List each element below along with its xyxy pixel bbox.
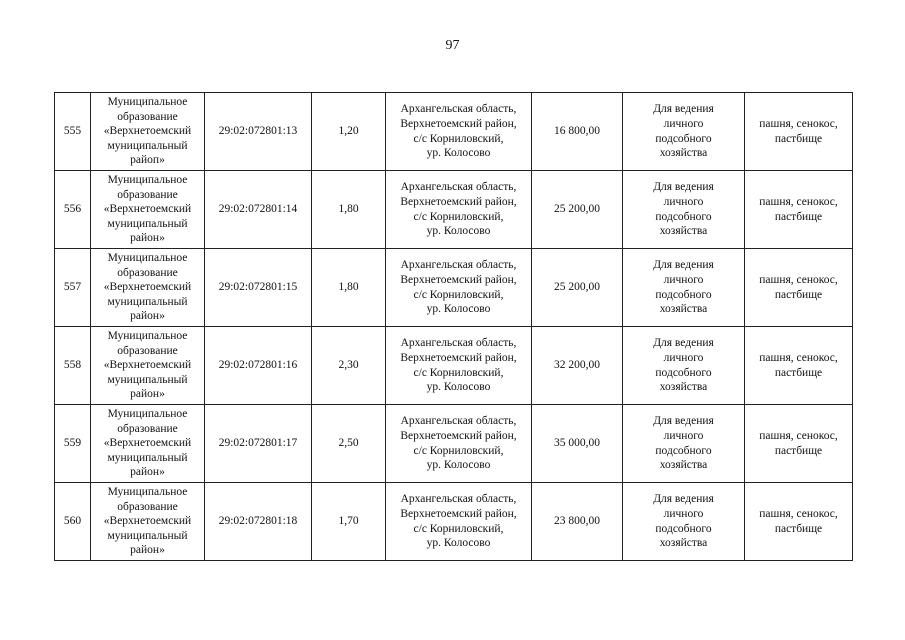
purpose-cell: Для ведения личного подсобного хозяйства xyxy=(623,171,745,249)
address-cell: Архангельская область, Верхнетоемский район, с/с Корниловский, ур. Колосово xyxy=(386,93,532,171)
purpose-cell: Для ведения личного подсобного хозяйства xyxy=(623,93,745,171)
land-type-cell: пашня, сенокос, пастбище xyxy=(745,249,853,327)
address-cell: Архангельская область, Верхнетоемский район, с/с Корниловский, ур. Колосово xyxy=(386,249,532,327)
area-cell: 1,20 xyxy=(312,93,386,171)
price-cell: 16 800,00 xyxy=(532,93,623,171)
price-cell: 25 200,00 xyxy=(532,249,623,327)
area-cell: 1,70 xyxy=(312,483,386,561)
owner-cell: Муниципальное образование «Верхнетоемский муниципальный район» xyxy=(91,405,205,483)
table-row xyxy=(55,249,853,327)
owner-cell: Муниципальное образование «Верхнетоемский муниципальный район» xyxy=(91,249,205,327)
address-cell: Архангельская область, Верхнетоемский район, с/с Корниловский, ур. Колосово xyxy=(386,327,532,405)
land-type-cell: пашня, сенокос, пастбище xyxy=(745,405,853,483)
cadastral-number-cell: 29:02:072801:17 xyxy=(205,405,312,483)
land-type-cell: пашня, сенокос, пастбище xyxy=(745,171,853,249)
address-cell: Архангельская область, Верхнетоемский район, с/с Корниловский, ур. Колосово xyxy=(386,171,532,249)
table-row xyxy=(55,405,853,483)
row-number-cell: 559 xyxy=(55,405,91,483)
table-row xyxy=(55,171,853,249)
price-cell: 35 000,00 xyxy=(532,405,623,483)
owner-cell: Муниципальное образование «Верхнетоемский муниципальный райоп» xyxy=(91,93,205,171)
price-cell: 32 200,00 xyxy=(532,327,623,405)
purpose-cell: Для ведения личного подсобного хозяйства xyxy=(623,483,745,561)
table-row xyxy=(55,93,853,171)
table-row xyxy=(55,483,853,561)
cadastral-number-cell: 29:02:072801:15 xyxy=(205,249,312,327)
table-row xyxy=(55,327,853,405)
land-type-cell: пашня, сенокос, пастбище xyxy=(745,327,853,405)
owner-cell: Муниципальное образование «Верхнетоемский муниципальный район» xyxy=(91,171,205,249)
purpose-cell: Для ведения личного подсобного хозяйства xyxy=(623,327,745,405)
price-cell: 25 200,00 xyxy=(532,171,623,249)
address-cell: Архангельская область, Верхнетоемский район, с/с Корниловский, ур. Колосово xyxy=(386,483,532,561)
row-number-cell: 560 xyxy=(55,483,91,561)
area-cell: 2,50 xyxy=(312,405,386,483)
owner-cell: Муниципальное образование «Верхнетоемский муниципальный район» xyxy=(91,327,205,405)
purpose-cell: Для ведения личного подсобного хозяйства xyxy=(623,249,745,327)
row-number-cell: 557 xyxy=(55,249,91,327)
cadastral-number-cell: 29:02:072801:13 xyxy=(205,93,312,171)
land-type-cell: пашня, сенокос, пастбище xyxy=(745,93,853,171)
cadastral-number-cell: 29:02:072801:18 xyxy=(205,483,312,561)
address-cell: Архангельская область, Верхнетоемский район, с/с Корниловский, ур. Колосово xyxy=(386,405,532,483)
cadastral-number-cell: 29:02:072801:14 xyxy=(205,171,312,249)
row-number-cell: 558 xyxy=(55,327,91,405)
area-cell: 1,80 xyxy=(312,249,386,327)
land-plots-table xyxy=(54,92,853,561)
owner-cell: Муниципальное образование «Верхнетоемский муниципальный район» xyxy=(91,483,205,561)
row-number-cell: 555 xyxy=(55,93,91,171)
page-number: 97 xyxy=(445,38,460,53)
purpose-cell: Для ведения личного подсобного хозяйства xyxy=(623,405,745,483)
land-type-cell: пашня, сенокос, пастбище xyxy=(745,483,853,561)
price-cell: 23 800,00 xyxy=(532,483,623,561)
area-cell: 2,30 xyxy=(312,327,386,405)
cadastral-number-cell: 29:02:072801:16 xyxy=(205,327,312,405)
row-number-cell: 556 xyxy=(55,171,91,249)
area-cell: 1,80 xyxy=(312,171,386,249)
